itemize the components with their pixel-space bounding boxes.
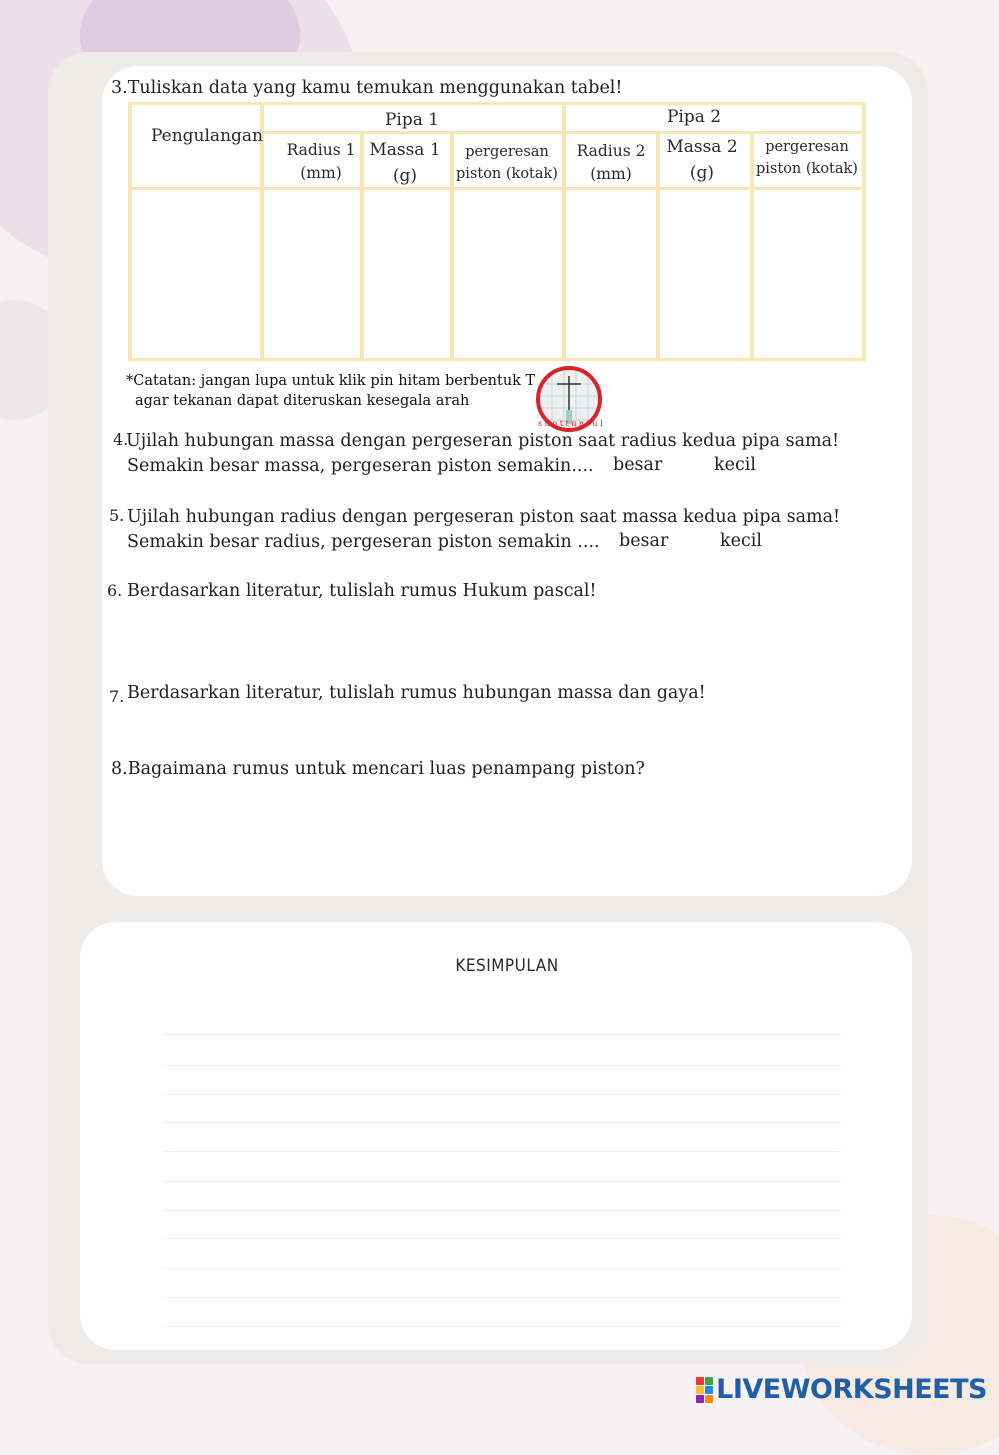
conclusion-title: KESIMPULAN xyxy=(455,956,559,976)
question-7-text: Berdasarkan literatur, tulislah rumus hubungan massa dan gaya! xyxy=(127,683,706,703)
question-3-text: Tuliskan data yang kamu temukan menggunakan tabel! xyxy=(127,78,623,98)
header-radius-1-unit: (mm) xyxy=(300,164,342,183)
question-8 xyxy=(111,757,645,782)
question-3 xyxy=(111,76,622,101)
header-mass-1-unit: (g) xyxy=(392,165,418,186)
question-5-choice-kecil[interactable]: kecil xyxy=(720,531,762,551)
header-mass-2-label: Massa 2 xyxy=(666,137,738,157)
header-shift-2 xyxy=(752,136,862,181)
header-shift-1 xyxy=(452,141,562,186)
header-pipe-1: Pipa 1 xyxy=(384,110,440,130)
liveworksheets-logo-icon xyxy=(696,1377,713,1403)
logo-square xyxy=(705,1377,713,1385)
pin-caption: s u o t t u n t u l xyxy=(538,419,603,428)
writing-line xyxy=(163,1122,841,1123)
header-mass-2 xyxy=(656,135,748,186)
header-mass-1-label: Massa 1 xyxy=(369,140,441,160)
logo-square xyxy=(705,1395,713,1403)
header-pipe-2: Pipa 2 xyxy=(666,107,722,127)
table-border-bottom xyxy=(128,358,866,361)
writing-line xyxy=(163,1181,841,1182)
header-radius-1-label: Radius 1 xyxy=(286,141,356,159)
header-shift-2-label: pergeresan xyxy=(765,139,849,155)
header-mass-2-unit: (g) xyxy=(689,162,715,183)
table-border-header xyxy=(128,187,866,190)
writing-line xyxy=(163,1151,841,1152)
question-4-text: Ujilah hubungan massa dengan pergeseran piston saat radius kedua pipa sama! xyxy=(126,431,840,451)
liveworksheets-logo xyxy=(696,1374,987,1405)
logo-square xyxy=(696,1386,704,1394)
writing-line xyxy=(163,1065,841,1066)
question-8-number: 8. xyxy=(111,759,128,779)
header-shift-2-unit: piston (kotak) xyxy=(756,161,858,178)
question-3-number: 3. xyxy=(111,78,128,98)
question-8-text: Bagaimana rumus untuk mencari luas penampang piston? xyxy=(127,759,645,779)
header-mass-1 xyxy=(362,138,448,189)
conclusion-card xyxy=(80,922,912,1350)
question-7-number: 7. xyxy=(109,687,125,706)
question-4-number: 4. xyxy=(113,430,129,449)
header-radius-2 xyxy=(564,140,658,187)
writing-line xyxy=(163,1210,841,1211)
question-6-text: Berdasarkan literatur, tulislah rumus Hukum pascal! xyxy=(127,581,597,601)
writing-line xyxy=(163,1268,841,1269)
logo-square xyxy=(696,1377,704,1385)
logo-square xyxy=(696,1395,704,1403)
header-repetition: Pengulangan xyxy=(150,126,263,146)
question-4-choice-kecil[interactable]: kecil xyxy=(714,455,756,475)
logo-square xyxy=(705,1386,713,1394)
note-line-2: agar tekanan dapat diteruskan kesegala arah xyxy=(135,393,470,409)
question-4-choice-besar[interactable]: besar xyxy=(613,455,663,475)
note-line-1: *Catatan: jangan lupa untuk klik pin hitam berbentuk T xyxy=(126,373,536,389)
question-4-sub: Semakin besar massa, pergeseran piston semakin.... xyxy=(127,456,594,476)
note xyxy=(126,371,535,411)
liveworksheets-logo-text: LIVEWORKSHEETS xyxy=(716,1374,987,1405)
table-col-line xyxy=(862,102,866,361)
table-col-line xyxy=(128,102,132,361)
question-5-number: 5. xyxy=(109,506,125,525)
header-radius-1 xyxy=(264,139,378,186)
question-5-choice-besar[interactable]: besar xyxy=(619,531,669,551)
writing-line xyxy=(163,1034,841,1035)
header-radius-2-unit: (mm) xyxy=(590,165,632,184)
writing-line xyxy=(163,1238,841,1239)
writing-line xyxy=(163,1094,841,1095)
writing-line xyxy=(163,1297,841,1298)
question-5-text: Ujilah hubungan radius dengan pergeseran piston saat massa kedua pipa sama! xyxy=(127,507,841,527)
header-shift-1-unit: piston (kotak) xyxy=(456,166,558,183)
question-6-number: 6. xyxy=(107,581,123,600)
header-shift-1-label: pergeresan xyxy=(465,144,549,160)
writing-line xyxy=(163,1326,841,1327)
question-5-sub: Semakin besar radius, pergeseran piston semakin .... xyxy=(127,532,600,552)
header-radius-2-label: Radius 2 xyxy=(576,142,646,160)
